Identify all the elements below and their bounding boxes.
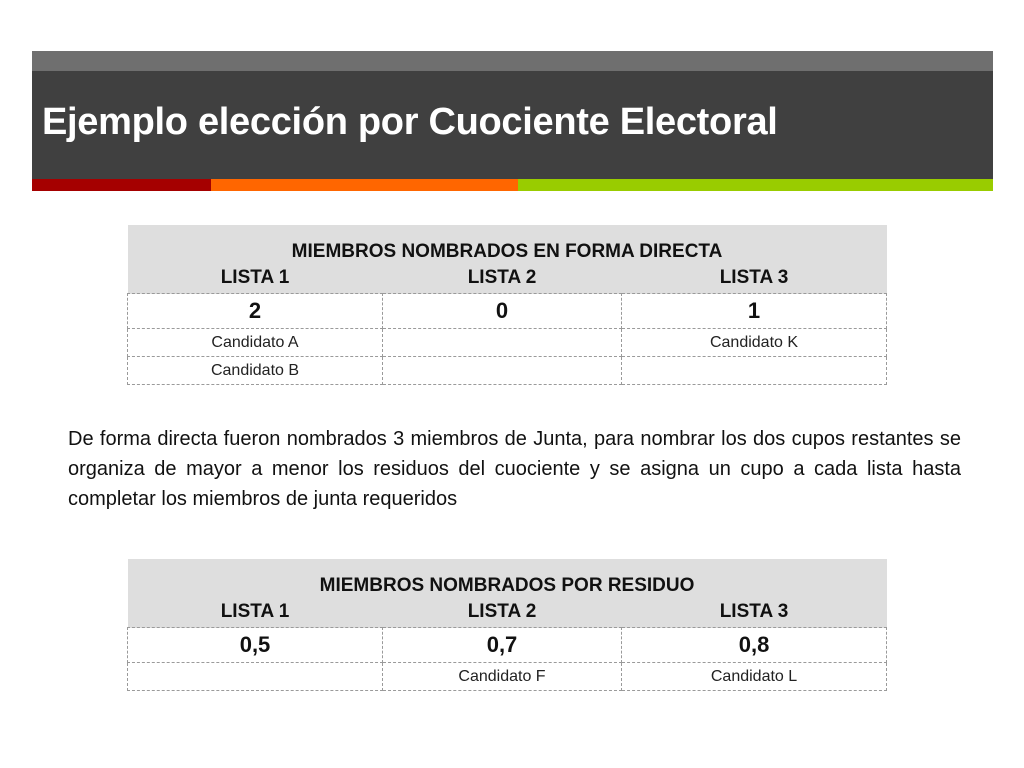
table-cell: Candidato K <box>622 329 887 357</box>
table-cell: Candidato A <box>128 329 383 357</box>
explanation-paragraph: De forma directa fueron nombrados 3 miembros de Junta, para nombrar los dos cupos restantes se organiza de mayor a menor los residuos del cuociente y se asigna un cupo a cada lista hasta completar los miembros de junta requeridos <box>68 428 961 510</box>
table-row <box>128 357 887 385</box>
table-caption: MIEMBROS NOMBRADOS POR RESIDUO <box>128 559 887 597</box>
table-row <box>128 329 887 357</box>
slide-title: Ejemplo elección por Cuociente Electoral <box>42 101 778 143</box>
table-cell <box>383 329 622 357</box>
table-cell <box>622 357 887 385</box>
column-header-lista-2: LISTA 2 <box>383 597 622 628</box>
total-lista-2: 0 <box>383 294 622 329</box>
residuo-lista-3: 0,8 <box>622 628 887 663</box>
table-cell: Candidato F <box>383 663 622 691</box>
table-cell <box>128 663 383 691</box>
table-miembros-por-residuo <box>127 559 887 691</box>
table-row-totals <box>128 294 887 329</box>
accent-stripe-red <box>32 179 211 191</box>
table-cell: Candidato B <box>128 357 383 385</box>
table-row <box>128 663 887 691</box>
column-header-lista-1: LISTA 1 <box>128 263 383 294</box>
total-lista-3: 1 <box>622 294 887 329</box>
table-cell <box>383 357 622 385</box>
column-header-lista-2: LISTA 2 <box>383 263 622 294</box>
table-cell: Candidato L <box>622 663 887 691</box>
residuo-lista-1: 0,5 <box>128 628 383 663</box>
title-bar <box>32 71 993 179</box>
title-bar-top-strip <box>32 51 993 71</box>
residuo-lista-2: 0,7 <box>383 628 622 663</box>
column-header-lista-3: LISTA 3 <box>622 597 887 628</box>
table-miembros-forma-directa <box>127 225 887 385</box>
accent-stripe-orange <box>211 179 518 191</box>
table-row-residuos <box>128 628 887 663</box>
column-header-lista-1: LISTA 1 <box>128 597 383 628</box>
table-caption: MIEMBROS NOMBRADOS EN FORMA DIRECTA <box>128 225 887 263</box>
total-lista-1: 2 <box>128 294 383 329</box>
accent-stripe-green <box>518 179 993 191</box>
column-header-lista-3: LISTA 3 <box>622 263 887 294</box>
